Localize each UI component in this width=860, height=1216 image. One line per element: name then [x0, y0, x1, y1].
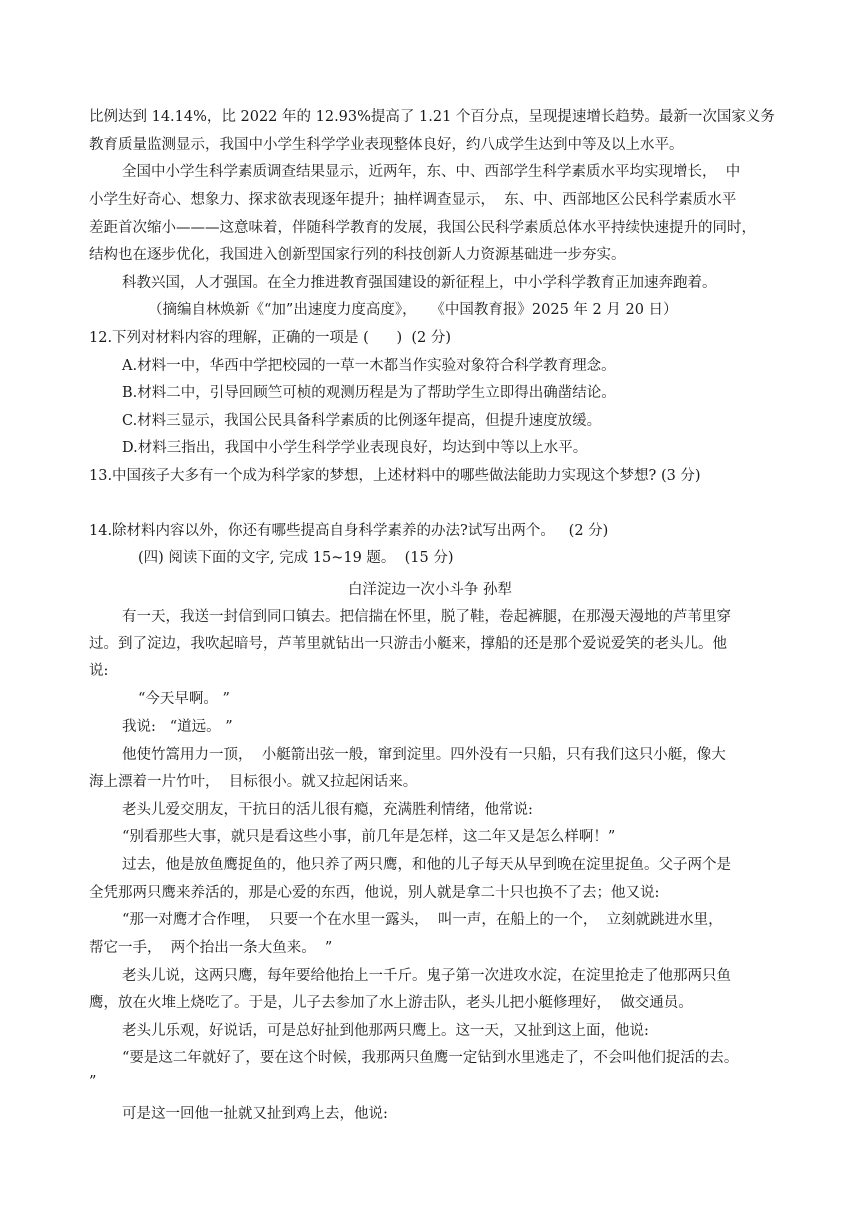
- story-line: 过去，他是放鱼鹰捉鱼的，他只养了两只鹰，和他的儿子每天从早到晚在淀里捉鱼。父子两个是: [122, 857, 731, 873]
- question-13: 13.中国孩子大多有一个成为科学家的梦想，上述材料中的哪些做法能助力实现这个梦想? (3 分): [89, 468, 701, 484]
- story-line: 全凭那两只鹰来养活的，那是心爱的东西，他说，别人就是拿二十只也换不了去；他又说:: [89, 885, 660, 901]
- story-title: 白洋淀边一次小斗争 孙犁: [347, 582, 513, 598]
- story-line: 老头儿乐观，好说话，可是总好扯到他那两只鹰上。这一天，又扯到这上面，他说:: [122, 1023, 649, 1039]
- paragraph-line: 小学生好奇心、想象力、探求欲表现逐年提升；抽样调查显示， 东、中、西部地区公民科学素质水平: [89, 192, 737, 208]
- paragraph-line: 结构也在逐步优化，我国进入创新型国家行列的科技创新人力资源基础进一步夯实。: [89, 247, 626, 263]
- story-line: “要是这二年就好了，要在这个时候，我那两只鱼鹰一定钻到水里逃走了，不会叫他们捉活的去。: [122, 1050, 739, 1066]
- story-line: 我说: “道远。 ”: [122, 719, 233, 735]
- story-line: “那一对鹰才合作哩， 只要一个在水里一露头， 叫一声，在船上的一个， 立刻就跳进水里，: [122, 912, 723, 928]
- paragraph-line: 差距首次缩小———这意味着，伴随科学教育的发展，我国公民科学素质总体水平持续快速提升的同时，: [89, 220, 756, 236]
- story-line: 他使竹篙用力一顶， 小艇箭出弦一般，窜到淀里。四外没有一只船，只有我们这只小艇，像大: [122, 747, 726, 763]
- story-line: 帮它一手， 两个抬出一条大鱼来。 ”: [89, 940, 333, 956]
- story-line: 过。到了淀边，我吹起暗号，芦苇里就钻出一只游击小艇来，撑船的还是那个爱说爱笑的老头儿。他: [89, 636, 727, 652]
- section-heading: (四) 阅读下面的文字, 完成 15~19 题。 (15 分): [138, 550, 454, 566]
- story-line: 海上漂着一片竹叶， 目标很小。就又拉起闲话来。: [89, 774, 418, 790]
- paragraph-line: 比例达到 14.14%，比 2022 年的 12.93%提高了 1.21 个百分点，呈现提速增长趋势。最新一次国家义务: [89, 109, 775, 125]
- story-line: ”: [89, 1074, 97, 1090]
- story-line: “今天早啊。 ”: [138, 691, 230, 707]
- paragraph-line: 教育质量监测显示，我国中小学生科学学业表现整体良好，约八成学生达到中等及以上水平。: [89, 137, 684, 153]
- option-b: B.材料二中，引导回顾竺可桢的观测历程是为了帮助学生立即得出确凿结论。: [122, 385, 616, 401]
- option-c: C.材料三显示，我国公民具备科学素质的比例逐年提高，但提升速度放缓。: [122, 413, 602, 429]
- paragraph-line: 全国中小学生科学素质调查结果显示，近两年，东、中、西部学生科学素质水平均实现增长， 中: [122, 164, 741, 180]
- story-line: 可是这一回他一扯就又扯到鸡上去，他说:: [122, 1106, 388, 1122]
- story-line: 有一天，我送一封信到同口镇去。把信揣在怀里，脱了鞋，卷起裤腿，在那漫天漫地的芦苇里穿: [122, 609, 731, 625]
- story-line: 鹰，放在火堆上烧吃了。于是，儿子去参加了水上游击队，老头儿把小艇修理好， 做交通员。: [89, 995, 693, 1011]
- paragraph-line: 科教兴国，人才强国。在全力推进教育强国建设的新征程上，中小学科学教育正加速奔跑着。: [122, 275, 717, 291]
- story-line: 说:: [89, 663, 109, 679]
- story-line: “别看那些大事，就只是看这些小事，前几年是怎样，这二年又是怎么样啊！”: [122, 829, 616, 845]
- story-line: 老头儿说，这两只鹰，每年要给他抬上一千斤。鬼子第一次进攻水淀，在淀里抢走了他那两只鱼: [122, 968, 731, 984]
- question-stem: 12.下列对材料内容的理解，正确的一项是 ( ) (2 分): [89, 330, 452, 346]
- option-d: D.材料三指出，我国中小学生科学学业表现良好，均达到中等以上水平。: [122, 440, 588, 456]
- source-citation: （摘编自林焕新《“加”出速度力度高度》， 《中国教育报》2025 年 2 月 20 日）: [148, 302, 678, 318]
- question-14: 14.除材料内容以外，你还有哪些提高自身科学素养的办法?试写出两个。 (2 分): [89, 523, 609, 539]
- option-a: A.材料一中，华西中学把校园的一草一木都当作实验对象符合科学教育理念。: [122, 358, 616, 374]
- story-line: 老头儿爱交朋友，干抗日的活儿很有瘾，充满胜利情绪，他常说:: [122, 802, 533, 818]
